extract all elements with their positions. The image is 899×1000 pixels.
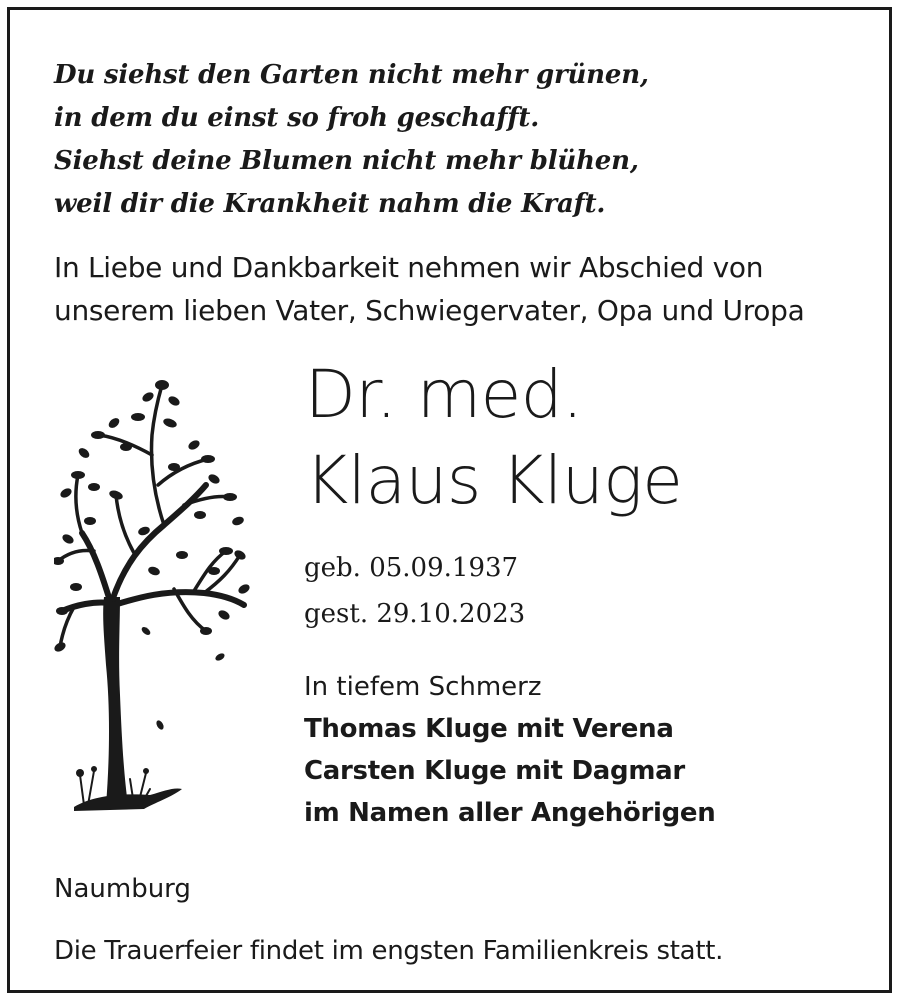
- birth-date: geb. 05.09.1937: [304, 553, 519, 583]
- mourner-name: im Namen aller Angehörigen: [304, 798, 716, 828]
- poem: [54, 54, 649, 226]
- mourners: [304, 666, 715, 834]
- intro-line: unserem lieben Vater, Schwiegervater, Opa und Uropa: [54, 294, 805, 327]
- deceased-title: Dr. med.: [305, 356, 583, 433]
- life-dates: [304, 545, 525, 637]
- deceased-fullname: Klaus Kluge: [305, 442, 683, 519]
- obituary-frame: [7, 7, 892, 993]
- mourner-name: Thomas Kluge mit Verena: [304, 714, 674, 744]
- deceased-name: [305, 352, 682, 524]
- mourner-name: Carsten Kluge mit Dagmar: [304, 756, 685, 786]
- poem-line: in dem du einst so froh geschafft.: [54, 103, 540, 133]
- intro-line: In Liebe und Dankbarkeit nehmen wir Abschied von: [54, 251, 764, 284]
- intro-text: [54, 246, 804, 332]
- tree-illustration: [54, 375, 250, 815]
- poem-line: Du siehst den Garten nicht mehr grünen,: [54, 60, 649, 90]
- mourners-heading: In tiefem Schmerz: [304, 672, 542, 702]
- ceremony-note: Die Trauerfeier findet im engsten Familienkreis statt.: [54, 936, 724, 966]
- death-date: gest. 29.10.2023: [304, 599, 526, 629]
- place: Naumburg: [54, 874, 191, 904]
- poem-line: Siehst deine Blumen nicht mehr blühen,: [54, 146, 639, 176]
- poem-line: weil dir die Krankheit nahm die Kraft.: [54, 189, 606, 219]
